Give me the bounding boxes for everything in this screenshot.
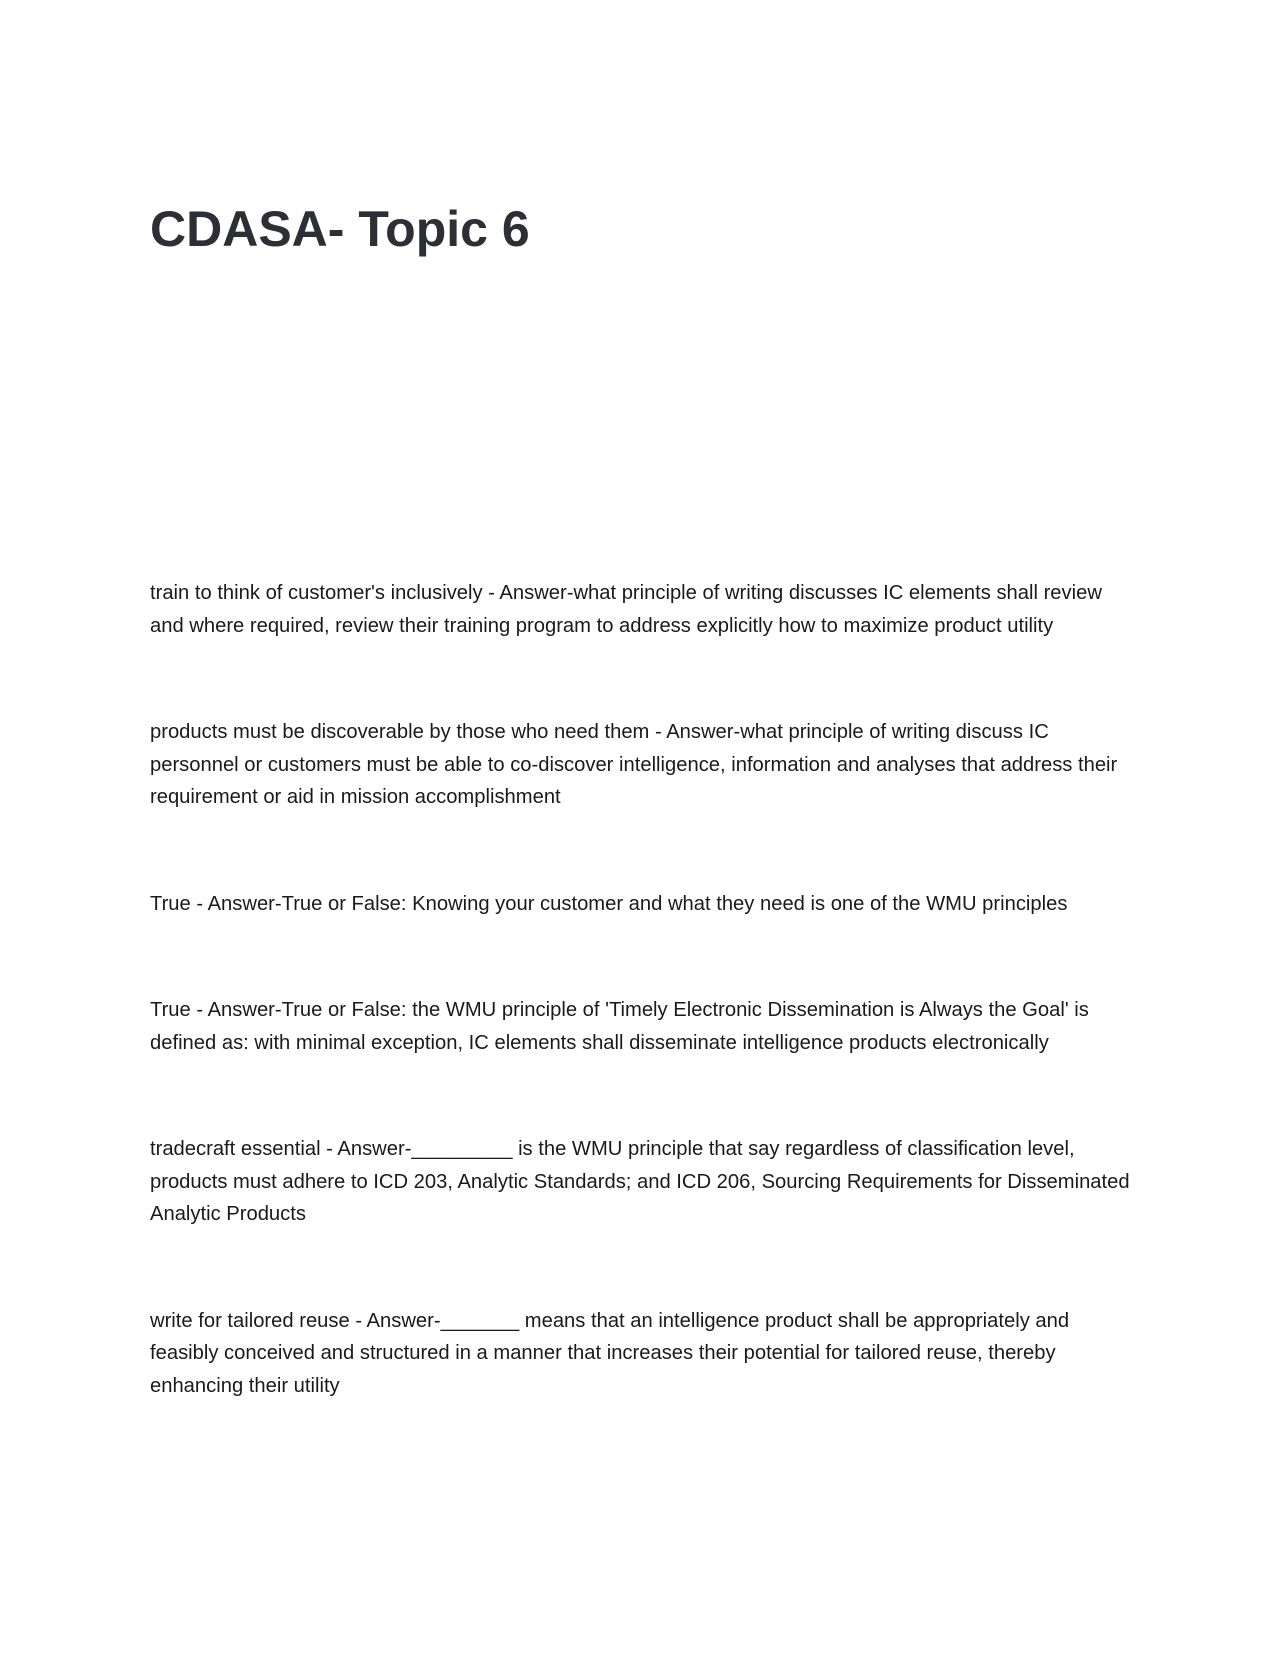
qa-item: products must be discoverable by those who need them - Answer-what principle of writing discuss IC personnel or customers must be able to co-discover intelligence, information and analyses that address their requirement or aid in mission accomplishment: [150, 721, 1118, 808]
qa-item: True - Answer-True or False: the WMU principle of 'Timely Electronic Dissemination is Always the Goal' is defined as: with minimal exception, IC elements shall disseminate intelligence products electronically: [150, 999, 1089, 1054]
qa-item: tradecraft essential - Answer-_________ is the WMU principle that say regardless of classification level, products must adhere to ICD 203, Analytic Standards; and ICD 206, Sourcing Requirements for Disseminated Analytic Products: [150, 1138, 1130, 1225]
qa-list: [150, 577, 1130, 1476]
document-title: CDASA- Topic 6: [150, 201, 530, 257]
qa-item: True - Answer-True or False: Knowing your customer and what they need is one of the WMU principles: [150, 892, 1068, 915]
qa-item: write for tailored reuse - Answer-_______ means that an intelligence product shall be appropriately and feasibly conceived and structured in a manner that increases their potential for tailored reuse, thereby enhancing their utility: [150, 1309, 1070, 1397]
qa-item: train to think of customer's inclusively - Answer-what principle of writing discusses IC elements shall review and where required, review their training program to address explicitly how to maximize product utility: [150, 582, 1102, 637]
